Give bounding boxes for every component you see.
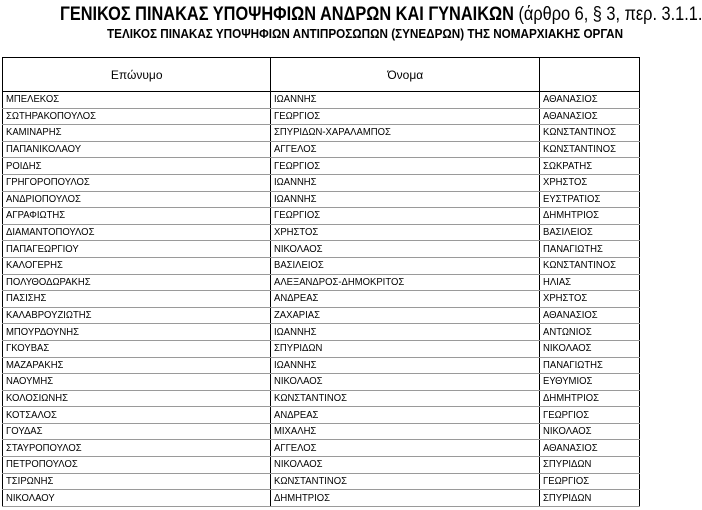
first-name-cell (271, 291, 540, 308)
fathers-name-cell-text: ΠΑΝΑΓΙΩΤΗΣ (543, 359, 604, 371)
table-row (3, 307, 640, 324)
first-name-cell-text: ΜΙΧΑΛΗΣ (274, 426, 317, 438)
surname-cell-text: ΠΟΛΥΘΟΔΩΡΑΚΗΣ (6, 276, 91, 288)
fathers-name-cell (540, 374, 640, 391)
first-name-cell-text: ΑΛΕΞΑΝΔΡΟΣ-ΔΗΜΟΚΡΙΤΟΣ (274, 276, 405, 288)
table-row (3, 407, 640, 424)
fathers-name-cell-text: ΒΑΣΙΛΕΙΟΣ (543, 227, 593, 239)
first-name-cell-text: ΚΩΝΣΤΑΝΤΙΝΟΣ (274, 392, 348, 404)
surname-cell (3, 208, 271, 225)
fathers-name-cell-text: ΓΕΩΡΓΙΟΣ (543, 409, 590, 421)
first-name-cell-text: ΝΙΚΟΛΑΟΣ (274, 243, 323, 255)
first-name-cell-text: ΣΠΥΡΙΔΩΝ-ΧΑΡΑΛΑΜΠΟΣ (274, 127, 392, 139)
first-name-cell-text: ΙΩΑΝΝΗΣ (274, 177, 317, 189)
first-name-cell-text: ΑΓΓΕΛΟΣ (274, 442, 317, 454)
table-row (3, 158, 640, 175)
document-title-bold: ΓΕΝΙΚΟΣ ΠΙΝΑΚΑΣ ΥΠΟΨΗΦΙΩΝ ΑΝΔΡΩΝ ΚΑΙ ΓΥΝΑΙΚΩΝ (60, 4, 514, 25)
first-name-cell (271, 407, 540, 424)
surname-cell-text: ΣΩΤΗΡΑΚΟΠΟΥΛΟΣ (6, 110, 97, 122)
surname-cell (3, 324, 271, 341)
surname-cell-text: ΠΑΠΑΝΙΚΟΛΑΟΥ (6, 144, 82, 156)
surname-cell-text: ΝΙΚΟΛΑΟΥ (6, 492, 55, 504)
fathers-name-cell (540, 340, 640, 357)
surname-cell-text: ΑΝΔΡΙΟΠΟΥΛΟΣ (6, 193, 81, 205)
document-subtitle: ΤΕΛΙΚΟΣ ΠΙΝΑΚΑΣ ΥΠΟΨΗΦΙΩΝ ΑΝΤΙΠΡΟΣΩΠΩΝ (ΣΥΝΕΔΡΩΝ) ΤΗΣ ΝΟΜΑΡΧΙΑΚΗΣ ΟΡΓΑΝ (107, 26, 624, 41)
first-name-cell (271, 108, 540, 125)
fathers-name-cell-text: ΣΠΥΡΙΔΩΝ (543, 492, 592, 504)
fathers-name-cell-text: ΚΩΝΣΤΑΝΤΙΝΟΣ (543, 260, 617, 272)
surname-cell-text: ΠΑΠΑΓΕΩΡΓΙΟΥ (6, 243, 79, 255)
first-name-cell (271, 390, 540, 407)
fathers-name-cell-text: ΣΩΚΡΑΤΗΣ (543, 160, 593, 172)
fathers-name-cell-text: ΝΙΚΟΛΑΟΣ (543, 343, 592, 355)
first-name-cell (271, 208, 540, 225)
fathers-name-cell-text: ΚΩΝΣΤΑΝΤΙΝΟΣ (543, 144, 617, 156)
first-name-cell-text: ΓΕΩΡΓΙΟΣ (274, 210, 321, 222)
surname-cell (3, 357, 271, 374)
fathers-name-cell-text: ΣΠΥΡΙΔΩΝ (543, 459, 592, 471)
fathers-name-cell (540, 92, 640, 109)
surname-cell-text: ΤΣΙΡΩΝΗΣ (6, 475, 54, 487)
fathers-name-cell-text: ΕΥΘΥΜΙΟΣ (543, 376, 593, 388)
candidates-table (2, 57, 640, 507)
first-name-cell (271, 158, 540, 175)
fathers-name-cell (540, 473, 640, 490)
fathers-name-cell (540, 208, 640, 225)
surname-cell (3, 241, 271, 258)
first-name-cell (271, 241, 540, 258)
table-header-row (3, 58, 640, 92)
first-name-cell-text: ΝΙΚΟΛΑΟΣ (274, 376, 323, 388)
fathers-name-cell-text: ΑΘΑΝΑΣΙΟΣ (543, 110, 598, 122)
surname-cell-text: ΚΑΜΙΝΑΡΗΣ (6, 127, 62, 139)
first-name-cell-text: ΝΙΚΟΛΑΟΣ (274, 459, 323, 471)
table-row (3, 108, 640, 125)
first-name-cell (271, 340, 540, 357)
first-name-cell-text: ΓΕΩΡΓΙΟΣ (274, 160, 321, 172)
table-row (3, 92, 640, 109)
first-name-cell-text: ΙΩΑΝΝΗΣ (274, 359, 317, 371)
fathers-name-cell (540, 241, 640, 258)
fathers-name-cell (540, 108, 640, 125)
first-name-cell (271, 457, 540, 474)
first-name-cell-text: ΙΩΑΝΝΗΣ (274, 326, 317, 338)
fathers-name-cell (540, 141, 640, 158)
table-row (3, 423, 640, 440)
first-name-cell (271, 307, 540, 324)
first-name-cell (271, 191, 540, 208)
surname-cell (3, 125, 271, 142)
first-name-cell-text: ΙΩΑΝΝΗΣ (274, 193, 317, 205)
first-name-cell (271, 92, 540, 109)
fathers-name-cell (540, 440, 640, 457)
fathers-name-cell (540, 191, 640, 208)
fathers-name-cell-text: ΑΘΑΝΑΣΙΟΣ (543, 310, 598, 322)
fathers-name-cell-text: ΠΑΝΑΓΙΩΤΗΣ (543, 243, 604, 255)
first-name-cell (271, 423, 540, 440)
fathers-name-cell (540, 407, 640, 424)
fathers-name-cell (540, 490, 640, 507)
surname-cell-text: ΜΠΟΥΡΔΟΥΝΗΣ (6, 326, 79, 338)
first-name-cell (271, 357, 540, 374)
fathers-name-cell-text: ΑΝΤΩΝΙΟΣ (543, 326, 592, 338)
first-name-cell-text: ΚΩΝΣΤΑΝΤΙΝΟΣ (274, 475, 348, 487)
table-row (3, 274, 640, 291)
surname-cell (3, 174, 271, 191)
surname-cell-text: ΑΓΡΑΦΙΩΤΗΣ (6, 210, 66, 222)
first-name-cell (271, 490, 540, 507)
fathers-name-cell-text: ΚΩΝΣΤΑΝΤΙΝΟΣ (543, 127, 617, 139)
fathers-name-cell-text: ΔΗΜΗΤΡΙΟΣ (543, 210, 600, 222)
surname-cell-text: ΓΟΥΔΑΣ (6, 426, 43, 438)
table-row (3, 490, 640, 507)
surname-cell (3, 473, 271, 490)
fathers-name-cell (540, 457, 640, 474)
first-name-cell-text: ΑΝΔΡΕΑΣ (274, 293, 319, 305)
surname-cell-text: ΝΑΟΥΜΗΣ (6, 376, 54, 388)
document-title-article: (άρθρο 6, § 3, περ. 3.1.1. (513, 4, 702, 25)
first-name-cell-text: ΧΡΗΣΤΟΣ (274, 227, 319, 239)
surname-cell-text: ΡΟΙΔΗΣ (6, 160, 42, 172)
surname-cell (3, 92, 271, 109)
fathers-name-cell (540, 174, 640, 191)
first-name-cell (271, 141, 540, 158)
surname-cell (3, 407, 271, 424)
first-name-cell (271, 374, 540, 391)
document-title (60, 4, 702, 26)
table-row (3, 191, 640, 208)
table-row (3, 457, 640, 474)
surname-cell (3, 141, 271, 158)
header-surname: Επώνυμο (3, 58, 271, 92)
surname-cell (3, 490, 271, 507)
fathers-name-cell (540, 125, 640, 142)
fathers-name-cell (540, 423, 640, 440)
fathers-name-cell (540, 224, 640, 241)
surname-cell (3, 307, 271, 324)
header-fathers-name (540, 58, 640, 92)
surname-cell-text: ΜΠΕΛΕΚΟΣ (6, 94, 60, 106)
surname-cell (3, 191, 271, 208)
first-name-cell (271, 324, 540, 341)
surname-cell-text: ΠΑΣΙΣΗΣ (6, 293, 47, 305)
first-name-cell (271, 473, 540, 490)
surname-cell (3, 374, 271, 391)
fathers-name-cell (540, 291, 640, 308)
first-name-cell-text: ΑΝΔΡΕΑΣ (274, 409, 319, 421)
table-row (3, 208, 640, 225)
first-name-cell (271, 257, 540, 274)
first-name-cell-text: ΓΕΩΡΓΙΟΣ (274, 110, 321, 122)
table-row (3, 473, 640, 490)
fathers-name-cell (540, 324, 640, 341)
fathers-name-cell (540, 390, 640, 407)
surname-cell (3, 423, 271, 440)
surname-cell-text: ΚΟΛΟΣΙΩΝΗΣ (6, 392, 69, 404)
fathers-name-cell-text: ΝΙΚΟΛΑΟΣ (543, 426, 592, 438)
surname-cell-text: ΓΡΗΓΟΡΟΠΟΥΛΟΣ (6, 177, 90, 189)
first-name-cell (271, 440, 540, 457)
surname-cell-text: ΚΑΛΟΓΕΡΗΣ (6, 260, 63, 272)
table-row (3, 291, 640, 308)
header-first-name: Όνομα (271, 58, 540, 92)
surname-cell (3, 158, 271, 175)
fathers-name-cell (540, 257, 640, 274)
table-row (3, 374, 640, 391)
first-name-cell-text: ΣΠΥΡΙΔΩΝ (274, 343, 323, 355)
fathers-name-cell (540, 307, 640, 324)
first-name-cell-text: ΖΑΧΑΡΙΑΣ (274, 310, 321, 322)
surname-cell (3, 457, 271, 474)
table-row (3, 257, 640, 274)
first-name-cell (271, 224, 540, 241)
first-name-cell (271, 274, 540, 291)
surname-cell (3, 224, 271, 241)
surname-cell-text: ΠΕΤΡΟΠΟΥΛΟΣ (6, 459, 78, 471)
fathers-name-cell-text: ΑΘΑΝΑΣΙΟΣ (543, 442, 598, 454)
surname-cell-text: ΜΑΖΑΡΑΚΗΣ (6, 359, 64, 371)
table-row (3, 340, 640, 357)
fathers-name-cell-text: ΕΥΣΤΡΑΤΙΟΣ (543, 193, 601, 205)
fathers-name-cell-text: ΗΛΙΑΣ (543, 276, 572, 288)
first-name-cell (271, 174, 540, 191)
fathers-name-cell-text: ΔΗΜΗΤΡΙΟΣ (543, 392, 600, 404)
surname-cell (3, 340, 271, 357)
surname-cell (3, 274, 271, 291)
table-row (3, 357, 640, 374)
table-row (3, 324, 640, 341)
fathers-name-cell-text: ΧΡΗΣΤΟΣ (543, 293, 588, 305)
first-name-cell (271, 125, 540, 142)
fathers-name-cell (540, 357, 640, 374)
surname-cell (3, 291, 271, 308)
table-row (3, 141, 640, 158)
table-row (3, 174, 640, 191)
first-name-cell-text: ΒΑΣΙΛΕΙΟΣ (274, 260, 325, 272)
surname-cell (3, 390, 271, 407)
table-row (3, 390, 640, 407)
surname-cell (3, 440, 271, 457)
first-name-cell-text: ΑΓΓΕΛΟΣ (274, 144, 317, 156)
fathers-name-cell (540, 158, 640, 175)
fathers-name-cell-text: ΑΘΑΝΑΣΙΟΣ (543, 94, 598, 106)
fathers-name-cell-text: ΧΡΗΣΤΟΣ (543, 177, 588, 189)
surname-cell-text: ΚΟΤΣΑΛΟΣ (6, 409, 57, 421)
surname-cell-text: ΓΚΟΥΒΑΣ (6, 343, 50, 355)
table-row (3, 224, 640, 241)
surname-cell-text: ΚΑΛΑΒΡΟΥΖΙΩΤΗΣ (6, 310, 92, 322)
table-row (3, 241, 640, 258)
first-name-cell-text: ΔΗΜΗΤΡΙΟΣ (274, 492, 331, 504)
table-row (3, 125, 640, 142)
table-row (3, 440, 640, 457)
first-name-cell-text: ΙΩΑΝΝΗΣ (274, 94, 317, 106)
fathers-name-cell (540, 274, 640, 291)
surname-cell-text: ΣΤΑΥΡΟΠΟΥΛΟΣ (6, 442, 82, 454)
table-body (3, 92, 640, 507)
surname-cell (3, 257, 271, 274)
surname-cell (3, 108, 271, 125)
fathers-name-cell-text: ΓΕΩΡΓΙΟΣ (543, 475, 590, 487)
surname-cell-text: ΔΙΑΜΑΝΤΟΠΟΥΛΟΣ (6, 227, 95, 239)
